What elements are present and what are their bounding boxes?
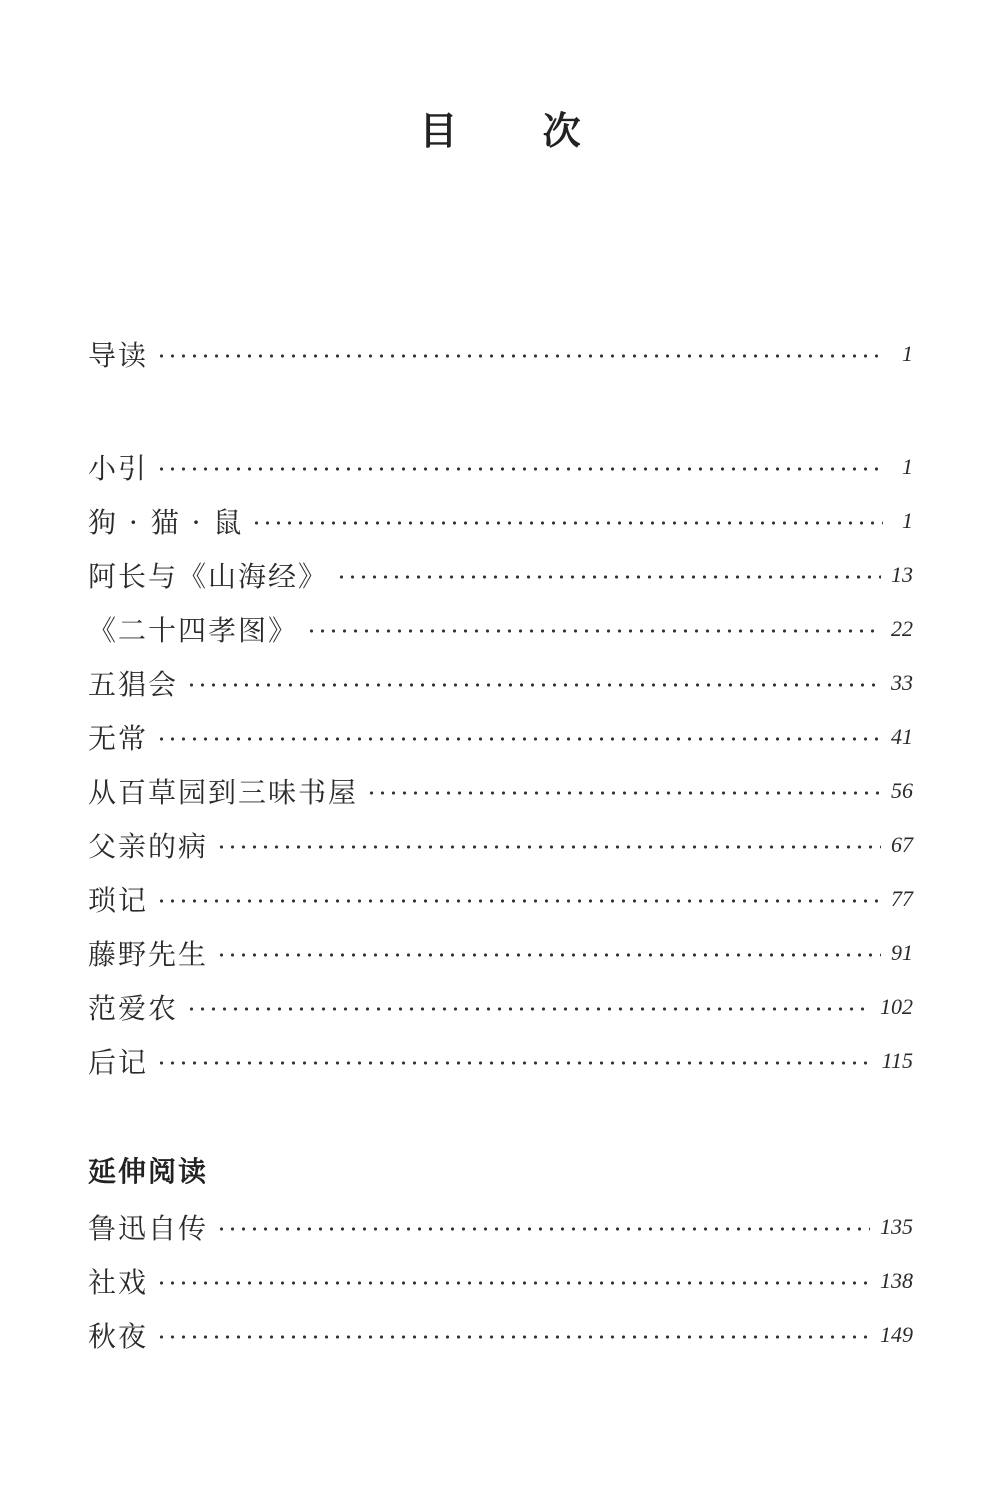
toc-entry-title: 小引 bbox=[88, 452, 149, 485]
toc-entry-page-number: 13 bbox=[891, 562, 913, 587]
toc-entry[interactable] bbox=[88, 872, 913, 926]
toc-entry-page-number: 22 bbox=[891, 616, 913, 641]
dot-leader bbox=[366, 790, 881, 796]
toc-entry[interactable] bbox=[88, 1254, 913, 1308]
toc-entry-page-number: 102 bbox=[880, 994, 913, 1019]
toc-entry-title: 《二十四孝图》 bbox=[88, 614, 299, 647]
toc-entry[interactable] bbox=[88, 494, 913, 548]
toc-entry-title: 琐记 bbox=[88, 884, 149, 917]
dot-leader bbox=[251, 520, 883, 526]
toc-entry-title: 阿长与《山海经》 bbox=[88, 560, 329, 593]
toc-entry-page-number: 135 bbox=[880, 1214, 913, 1239]
toc-entry[interactable] bbox=[88, 764, 913, 818]
toc-entry-page-number: 1 bbox=[902, 341, 913, 366]
toc-entry[interactable] bbox=[88, 980, 913, 1034]
toc-entry-title: 秋夜 bbox=[88, 1320, 149, 1353]
toc-entry-title: 社戏 bbox=[88, 1266, 149, 1299]
toc-entry-page-number: 1 bbox=[902, 454, 913, 479]
toc-entry[interactable] bbox=[88, 440, 913, 494]
toc-entry-page-number: 41 bbox=[891, 724, 913, 749]
intro-section bbox=[88, 327, 913, 381]
toc-entry-title: 范爱农 bbox=[88, 992, 179, 1025]
toc-entry[interactable] bbox=[88, 926, 913, 980]
toc-entry[interactable] bbox=[88, 1200, 913, 1254]
toc-entry-page-number: 77 bbox=[891, 886, 913, 911]
toc-entry-page-number: 138 bbox=[880, 1268, 913, 1293]
toc-entry-title: 狗 · 猫 · 鼠 bbox=[88, 506, 244, 539]
toc-entry[interactable] bbox=[88, 1034, 913, 1088]
toc-entry-title: 无常 bbox=[88, 722, 149, 755]
toc-entry-title: 五猖会 bbox=[88, 668, 179, 701]
toc-entry-page-number: 115 bbox=[881, 1048, 913, 1073]
toc-entry-title: 父亲的病 bbox=[88, 830, 209, 863]
toc-entry-page-number: 91 bbox=[891, 940, 913, 965]
toc-entry-title: 从百草园到三味书屋 bbox=[88, 776, 359, 809]
dot-leader bbox=[156, 353, 883, 359]
toc-entry-page-number: 1 bbox=[902, 508, 913, 533]
dot-leader bbox=[336, 574, 881, 580]
toc-entry[interactable] bbox=[88, 548, 913, 602]
toc-entry-title: 后记 bbox=[88, 1046, 149, 1079]
toc-entry-page-number: 33 bbox=[891, 670, 913, 695]
extended-reading-section bbox=[88, 1200, 913, 1362]
toc-entry[interactable] bbox=[88, 1308, 913, 1362]
dot-leader bbox=[156, 736, 881, 742]
dot-leader bbox=[216, 1226, 870, 1232]
dot-leader bbox=[186, 682, 881, 688]
toc-entry-title: 藤野先生 bbox=[88, 938, 209, 971]
dot-leader bbox=[156, 1060, 872, 1066]
dot-leader bbox=[306, 628, 881, 634]
toc-entry[interactable] bbox=[88, 656, 913, 710]
toc-entry-page-number: 56 bbox=[891, 778, 913, 803]
toc-entry-page-number: 149 bbox=[880, 1322, 913, 1347]
toc-entry[interactable] bbox=[88, 710, 913, 764]
dot-leader bbox=[156, 466, 883, 472]
dot-leader bbox=[156, 1334, 870, 1340]
toc-entry-title: 鲁迅自传 bbox=[88, 1212, 209, 1245]
dot-leader bbox=[216, 952, 881, 958]
extended-reading-heading: 延伸阅读 bbox=[88, 1155, 209, 1188]
toc-entry[interactable] bbox=[88, 327, 913, 381]
dot-leader bbox=[216, 844, 881, 850]
main-contents-section bbox=[88, 440, 913, 1088]
dot-leader bbox=[156, 1280, 870, 1286]
dot-leader bbox=[156, 898, 881, 904]
toc-entry[interactable] bbox=[88, 602, 913, 656]
toc-entry-page-number: 67 bbox=[891, 832, 913, 857]
page-title: 目 次 bbox=[419, 109, 617, 153]
dot-leader bbox=[186, 1006, 870, 1012]
toc-entry-title: 导读 bbox=[88, 339, 149, 372]
toc-entry[interactable] bbox=[88, 818, 913, 872]
